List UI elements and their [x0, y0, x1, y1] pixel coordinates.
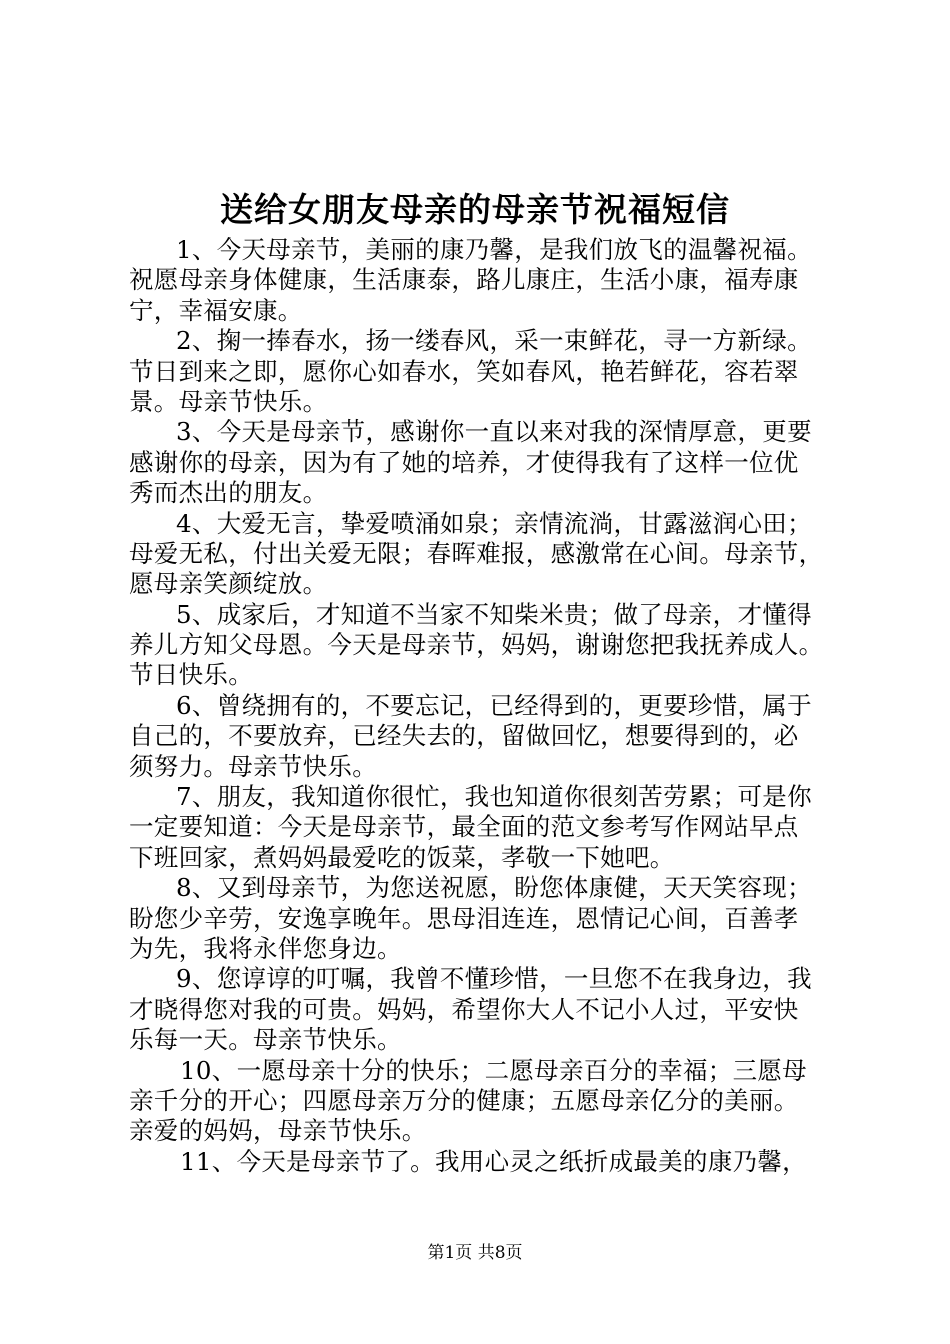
- paragraph-line: 亲千分的开心；四愿母亲万分的健康；五愿母亲亿分的美丽。: [129, 1085, 799, 1115]
- paragraph-line: 节日到来之即，愿你心如春水，笑如春风，艳若鲜花，容若翠: [129, 356, 799, 386]
- document-body: [129, 235, 834, 1177]
- paragraph-4: [129, 509, 834, 600]
- paragraph-line: 母爱无私，付出关爱无限；春晖难报，感激常在心间。母亲节，: [129, 538, 824, 568]
- paragraph-line: 3、今天是母亲节，感谢你一直以来对我的深情厚意，更要: [176, 417, 812, 447]
- page-footer: 第1页 共8页: [427, 1243, 523, 1263]
- paragraph-line: 养儿方知父母恩。今天是母亲节，妈妈，谢谢您把我抚养成人。: [129, 630, 824, 660]
- paragraph-line: 才晓得您对我的可贵。妈妈，希望你大人不记小人过，平安快: [129, 994, 799, 1024]
- paragraph-line: 自己的，不要放弃，已经失去的，留做回忆，想要得到的，必: [129, 721, 799, 751]
- document-title: 送给女朋友母亲的母亲节祝福短信: [220, 190, 730, 229]
- paragraph-line: 4、大爱无言，挚爱喷涌如泉；亲情流淌，甘露滋润心田；: [176, 508, 812, 538]
- paragraph-line: 景。母亲节快乐。: [129, 386, 328, 416]
- paragraph-line: 7、朋友，我知道你很忙，我也知道你很刻苦劳累；可是你: [176, 782, 812, 812]
- paragraph-line: 2、掬一捧春水，扬一缕春风，采一束鲜花，寻一方新绿。: [176, 326, 812, 356]
- paragraph-line: 感谢你的母亲，因为有了她的培养，才使得我有了这样一位优: [129, 447, 799, 477]
- paragraph-line: 11、今天是母亲节了。我用心灵之纸折成最美的康乃馨，: [180, 1146, 807, 1176]
- paragraph-line: 1、今天母亲节，美丽的康乃馨，是我们放飞的温馨祝福。: [176, 235, 812, 264]
- paragraph-line: 为先，我将永伴您身边。: [129, 933, 402, 963]
- paragraph-7: [129, 782, 834, 873]
- paragraph-10: [129, 1056, 834, 1147]
- paragraph-11: [129, 1147, 834, 1177]
- paragraph-line: 愿母亲笑颜绽放。: [129, 569, 328, 599]
- paragraph-1: [129, 235, 834, 326]
- paragraph-line: 5、成家后，才知道不当家不知柴米贵；做了母亲，才懂得: [176, 599, 812, 629]
- paragraph-2: [129, 326, 834, 417]
- paragraph-line: 乐每一天。母亲节快乐。: [129, 1025, 402, 1055]
- paragraph-line: 宁，幸福安康。: [129, 295, 303, 325]
- paragraph-3: [129, 417, 834, 508]
- paragraph-line: 一定要知道：今天是母亲节，最全面的范文参考写作网站早点: [129, 812, 799, 842]
- paragraph-line: 亲爱的妈妈，母亲节快乐。: [129, 1116, 427, 1146]
- paragraph-5: [129, 600, 834, 691]
- paragraph-8: [129, 873, 834, 964]
- paragraph-line: 须努力。母亲节快乐。: [129, 751, 377, 781]
- paragraph-line: 9、您谆谆的叮嘱，我曾不懂珍惜，一旦您不在我身边，我: [176, 964, 812, 994]
- paragraph-line: 10、一愿母亲十分的快乐；二愿母亲百分的幸福；三愿母: [180, 1055, 807, 1085]
- paragraph-line: 6、曾绕拥有的，不要忘记，已经得到的，更要珍惜，属于: [176, 690, 812, 720]
- paragraph-line: 秀而杰出的朋友。: [129, 478, 328, 508]
- paragraph-line: 盼您少辛劳，安逸享晚年。思母泪连连，恩情记心间，百善孝: [129, 903, 799, 933]
- paragraph-line: 祝愿母亲身体健康，生活康泰，路儿康庄，生活小康，福寿康: [129, 265, 799, 295]
- paragraph-6: [129, 691, 834, 782]
- paragraph-line: 下班回家，煮妈妈最爱吃的饭菜，孝敬一下她吧。: [129, 842, 675, 872]
- paragraph-line: 节日快乐。: [129, 660, 253, 690]
- paragraph-9: [129, 964, 834, 1055]
- paragraph-line: 8、又到母亲节，为您送祝愿，盼您体康健，天天笑容现；: [176, 873, 812, 903]
